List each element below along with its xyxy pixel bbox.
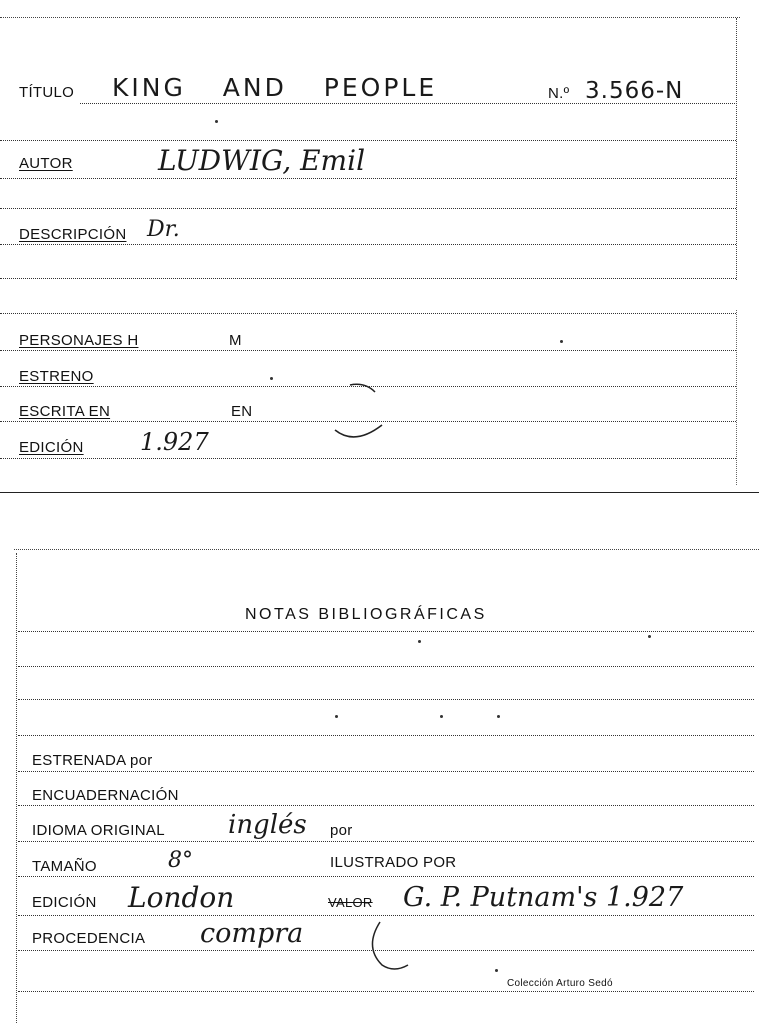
catalog-card-top xyxy=(0,0,759,493)
notas-rule-3 xyxy=(18,699,754,700)
valor-value: G. P. Putnam's 1.927 xyxy=(403,882,684,913)
valor-label: VALOR xyxy=(328,895,373,910)
speck xyxy=(418,640,421,643)
rule-blank-2 xyxy=(0,208,736,209)
notas-rule-4 xyxy=(18,735,754,736)
titulo-rule xyxy=(80,103,735,104)
speck xyxy=(560,340,563,343)
card-left-edge xyxy=(16,553,17,1023)
en-label: EN xyxy=(231,403,253,420)
card-top-edge xyxy=(0,17,740,18)
estreno-label: ESTRENO xyxy=(19,368,94,385)
procedencia-value: compra xyxy=(200,918,304,949)
edicion-value-bottom: London xyxy=(128,881,235,914)
speck xyxy=(497,715,500,718)
personajes-m-label: M xyxy=(229,332,242,349)
speck xyxy=(648,635,651,638)
ilustrado-por-label: ILUSTRADO POR xyxy=(330,854,457,871)
notas-rule-1 xyxy=(18,631,754,632)
footer-rule xyxy=(18,991,754,992)
tamano-value: 8° xyxy=(168,848,193,873)
edicion-rule-bottom xyxy=(18,915,754,916)
card-right-edge xyxy=(736,18,737,280)
encuadernacion-rule xyxy=(18,805,754,806)
autor-rule xyxy=(0,178,736,179)
estrenada-rule xyxy=(18,771,754,772)
rule-blank-3 xyxy=(0,278,736,279)
personajes-h-label: PERSONAJES H xyxy=(19,332,139,349)
descripcion-rule xyxy=(0,244,736,245)
edicion-value-top: 1.927 xyxy=(140,428,209,456)
procedencia-label: PROCEDENCIA xyxy=(32,930,146,947)
numero-value: 3.566-N xyxy=(585,78,684,104)
pencil-stroke-mark xyxy=(362,917,422,977)
catalog-card-bottom xyxy=(0,545,759,1028)
idioma-por-label: por xyxy=(330,822,353,839)
escrita-en-label: ESCRITA EN xyxy=(19,403,111,420)
descripcion-label: DESCRIPCIÓN xyxy=(19,226,127,243)
idioma-rule xyxy=(18,841,754,842)
numero-label: N.º xyxy=(548,85,570,102)
titulo-label: TÍTULO xyxy=(19,84,75,101)
card-top-edge xyxy=(14,549,759,550)
edicion-label-bottom: EDICIÓN xyxy=(32,894,97,911)
personajes-rule xyxy=(0,350,736,351)
notas-rule-2 xyxy=(18,666,754,667)
descripcion-value: Dr. xyxy=(147,217,180,242)
encuadernacion-label: ENCUADERNACIÓN xyxy=(32,787,179,804)
speck xyxy=(215,120,218,123)
notas-heading: NOTAS BIBLIOGRÁFICAS xyxy=(245,606,487,623)
estrenada-por-label: ESTRENADA por xyxy=(32,752,153,769)
autor-value: LUDWIG, Emil xyxy=(158,144,366,177)
collection-footer: Colección Arturo Sedó xyxy=(507,978,613,989)
idioma-original-label: IDIOMA ORIGINAL xyxy=(32,822,165,839)
tamano-rule xyxy=(18,876,754,877)
speck xyxy=(440,715,443,718)
tamano-label: TAMAÑO xyxy=(32,858,97,875)
speck xyxy=(495,969,498,972)
edicion-rule-top xyxy=(0,458,736,459)
titulo-value: KING AND PEOPLE xyxy=(112,73,438,102)
edicion-label-top: EDICIÓN xyxy=(19,439,84,456)
speck xyxy=(335,715,338,718)
speck xyxy=(270,377,273,380)
idioma-original-value: inglés xyxy=(228,810,307,840)
pencil-stroke-mark xyxy=(330,380,390,450)
rule-blank-1 xyxy=(0,140,736,141)
rule-blank-4 xyxy=(0,313,736,314)
card-right-edge-lower xyxy=(736,310,737,485)
autor-label: AUTOR xyxy=(19,155,73,172)
